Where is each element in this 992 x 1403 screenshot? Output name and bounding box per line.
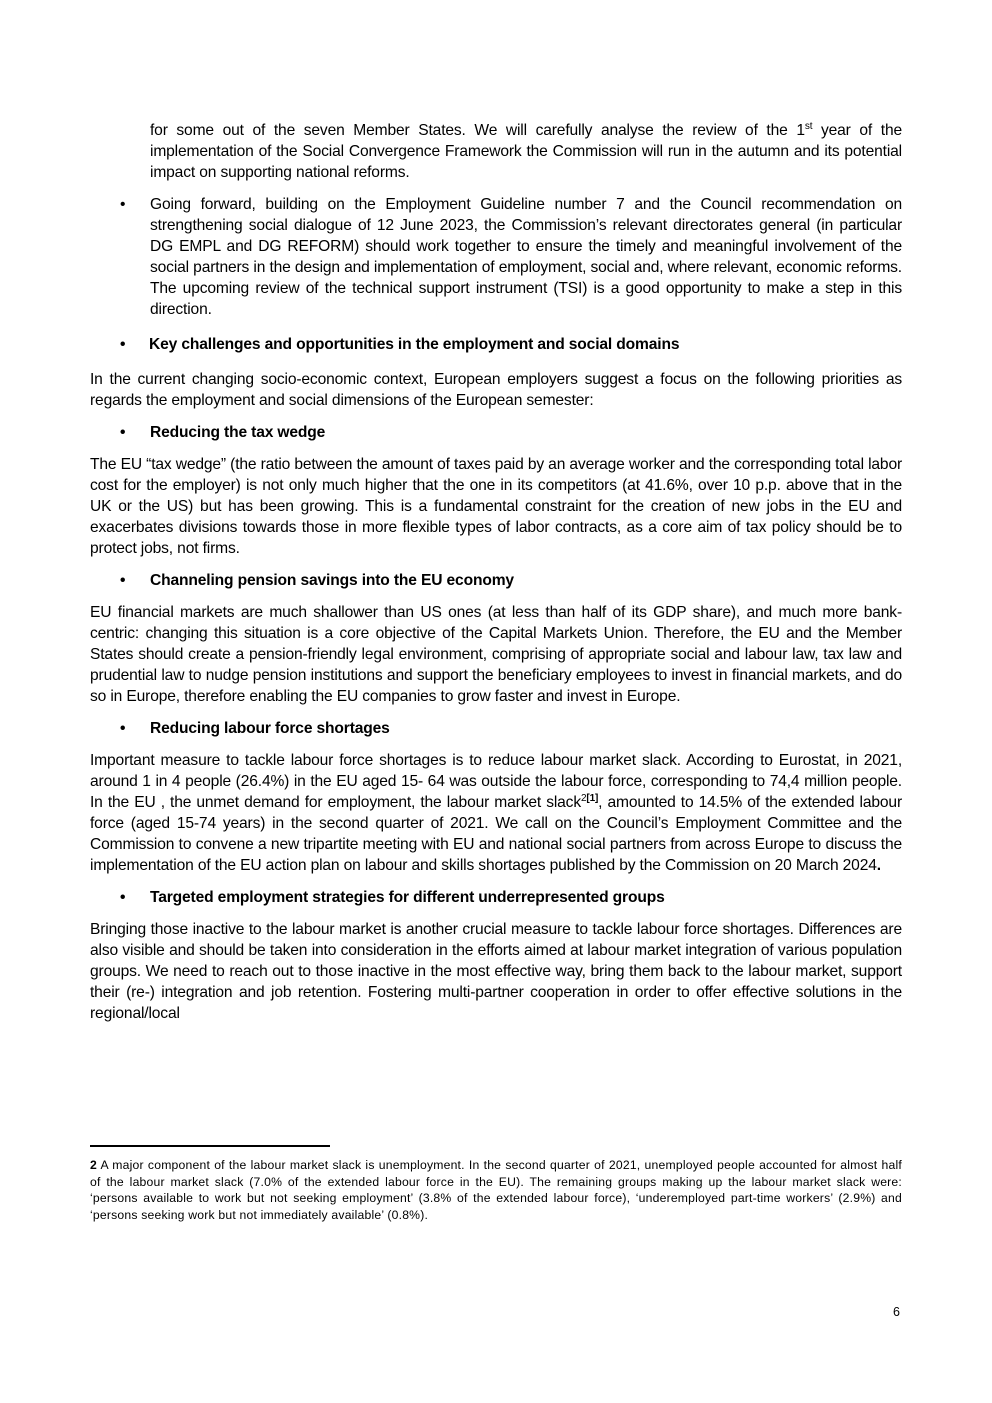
footnote-ref[interactable]: 2 (580, 792, 587, 804)
bullet-icon: • (120, 572, 126, 589)
text: Important measure to tackle labour force shortages is to reduce labour market slack. According to Eurostat, in 2021, around 1 in 4 people (26.4%) in the EU aged 15- 64 was outside the labour force, corresponding to 74,4 million people. In the EU , the unmet demand for employment, the labour market slack (90, 752, 902, 811)
footnote-number: 2 (90, 1158, 97, 1172)
text: year of the implementation of the Social Convergence Framework the Commission will run in the autumn and its potential impact on supporting national reforms. (150, 122, 902, 181)
bullet-icon: • (120, 889, 126, 906)
section-intro: In the current changing socio-economic context, European employers suggest a focus on the following priorities as regards the employment and social dimensions of the European semester: (90, 371, 902, 409)
text: for some out of the seven Member States. We will carefully analyse the review of the 1 (150, 122, 805, 139)
page-number: 6 (893, 1305, 900, 1319)
text: Targeted employment strategies for different underrepresented groups (150, 889, 665, 906)
superscript: st (804, 120, 813, 132)
targeted-body: Bringing those inactive to the labour market is another crucial measure to tackle labour force shortages. Differences are also visible and should be taken into consideration in the efforts aimed at labour market integration of various population groups. We need to reach out to those inactive in the most effective way, bring them back to the labour market, support their (re-) integration and job retention. Fostering multi-partner cooperation in order to offer effective solutions in the regional/local (90, 921, 902, 1022)
pension-body: EU financial markets are much shallower than US ones (at less than half of its GDP share), and much more bank-centric: changing this situation is a core objective of the Capital Markets Union. Therefore, the EU and the Member States should create a pension-friendly legal environment, comprising of appropriate social and labour law, tax law and prudential law to nudge pension institutions and support the beneficiary employees to invest in financial markets, and do so in Europe, therefore enabling the EU companies to grow faster and invest in Europe. (90, 604, 902, 705)
document-body (90, 120, 902, 1024)
text: Reducing the tax wedge (150, 424, 326, 441)
text: Reducing labour force shortages (150, 720, 390, 737)
shortages-heading (90, 718, 902, 739)
text: Going forward, building on the Employment Guideline number 7 and the Council recommendation on strengthening social dialogue of 12 June 2023, the Commission’s relevant directorates general (in particular DG EMPL and DG REFORM) should work together to ensure the timely and meaningful involvement of the social partners in the design and implementation of employment, social and, where relevant, economic reforms. The upcoming review of the technical support instrument (TSI) is a good opportunity to make a step in this direction. (150, 196, 902, 318)
reference-link[interactable]: [1] (586, 792, 599, 804)
shortages-body (90, 750, 902, 876)
section-heading (90, 334, 902, 355)
bullet-icon: • (120, 424, 126, 441)
text: Key challenges and opportunities in the employment and social domains (149, 336, 680, 353)
bullet-icon: • (120, 196, 126, 213)
footnote (90, 1157, 902, 1223)
footnote-text: A major component of the labour market slack is unemployment. In the second quarter of 2021, unemployed people accounted for almost half of the labour market slack (7.0% of the extended labour force in the EU). The remaining groups making up the labour market slack were: ‘persons available to work but not seeking employment’ (3.8% of the extended labour force), ‘underemployed part-time workers’ (2.9%) and ‘persons seeking work but not immediately available’ (0.8%). (90, 1158, 902, 1222)
targeted-heading (90, 887, 902, 908)
tax-heading (90, 422, 902, 443)
text: Channeling pension savings into the EU economy (150, 572, 514, 589)
intro-continuation (90, 120, 902, 183)
tax-body: The EU “tax wedge” (the ratio between the amount of taxes paid by an average worker and the corresponding total labor cost for the employer) is not only much higher that the one in its competitors (at 41.6%, over 10 p.p. above that in the UK or the US) but has been growing. This is a fundamental constraint for the creation of new jobs in the EU and exacerbates divisions towards those in more flexible types of labor contracts, as a core aim of tax policy should be to protect jobs, not firms. (90, 456, 903, 557)
text: , amounted to 14.5% of the extended labour force (aged 15-74 years) in the second quarter of 2021. We call on the Council’s Employment Committee and the Commission to convene a new tripartite meeting with EU and national social partners from across Europe to discuss the implementation of the EU action plan on labour and skills shortages published by the Commission on 20 March 2024 (90, 794, 902, 874)
bullet-going-forward (90, 194, 902, 320)
footnote-separator (90, 1145, 330, 1147)
pension-heading (90, 570, 902, 591)
bullet-icon: • (120, 336, 126, 353)
bullet-icon: • (120, 720, 126, 737)
text: . (876, 857, 881, 874)
